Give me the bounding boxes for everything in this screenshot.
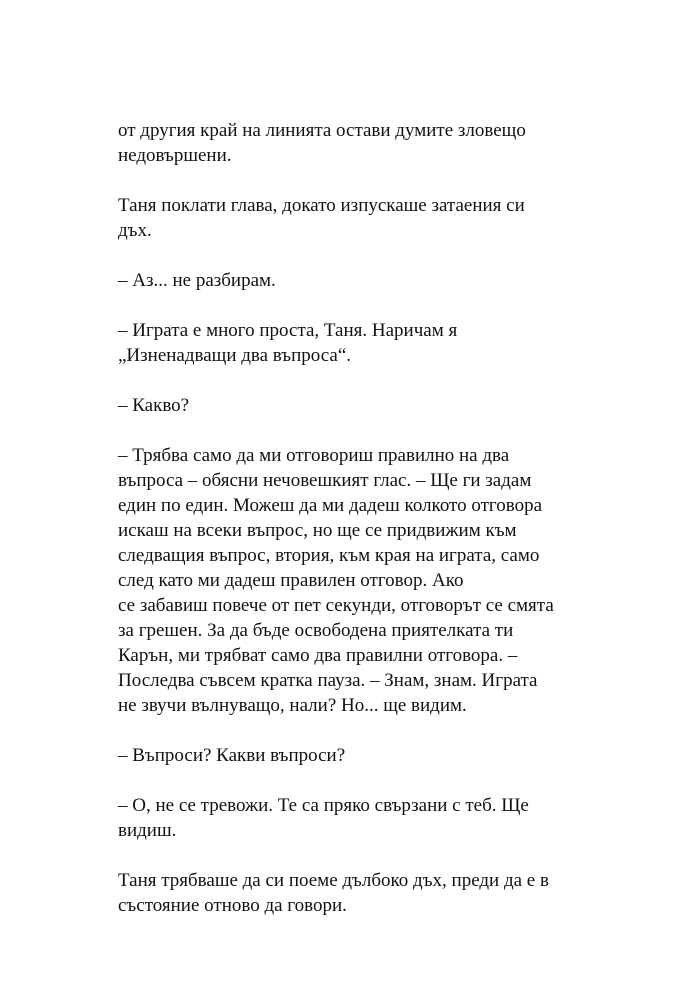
text-line: се забавиш повече от пет секунди, отговорът се смята — [118, 595, 554, 616]
text-line: един по един. Можеш да ми дадеш колкото отговора — [118, 495, 543, 516]
text-line: искаш на всеки въпрос, но ще се придвижим към — [118, 520, 517, 541]
text-line: от другия край на линията остави думите зловещо — [118, 120, 526, 141]
paragraph-8 — [118, 793, 588, 843]
text-line: въпроса – обясни нечовешкият глас. – Ще ги задам — [118, 470, 532, 491]
paragraph-9 — [118, 868, 588, 918]
text-line: – Играта е много проста, Таня. Наричам я — [118, 320, 458, 341]
text-line: дъх. — [118, 220, 152, 241]
text-line: Карън, ми трябват само два правилни отговора. – — [118, 645, 518, 666]
text-line: – О, не се тревожи. Те са пряко свързани с теб. Ще — [118, 795, 529, 816]
body-text — [118, 118, 588, 943]
text-line: „Изненадващи два въпроса“. — [118, 345, 352, 366]
text-line: Таня поклати глава, докато изпускаше затаения си — [118, 195, 525, 216]
text-line: недовършени. — [118, 145, 232, 166]
paragraph-1 — [118, 118, 588, 168]
paragraph-6 — [118, 443, 588, 718]
paragraph-2 — [118, 193, 588, 243]
text-line: видиш. — [118, 820, 177, 841]
text-line: следващия въпрос, втория, към края на играта, само — [118, 545, 540, 566]
text-line: за грешен. За да бъде освободена приятелката ти — [118, 620, 514, 641]
text-line: след като ми дадеш правилен отговор. Ако — [118, 570, 464, 591]
paragraph-3 — [118, 268, 588, 293]
text-line: Таня трябваше да си поеме дълбоко дъх, преди да е в — [118, 870, 549, 891]
text-line: не звучи вълнуващо, нали? Но... ще видим. — [118, 695, 467, 716]
text-line: – Трябва само да ми отговориш правилно на два — [118, 445, 510, 466]
text-line: – Въпроси? Какви въпроси? — [118, 745, 346, 766]
text-line: – Аз... не разбирам. — [118, 270, 276, 291]
paragraph-4 — [118, 318, 588, 368]
paragraph-5 — [118, 393, 588, 418]
text-line: Последва съвсем кратка пауза. – Знам, знам. Играта — [118, 670, 538, 691]
text-line: – Какво? — [118, 395, 190, 416]
text-line: състояние отново да говори. — [118, 895, 347, 916]
paragraph-7 — [118, 743, 588, 768]
